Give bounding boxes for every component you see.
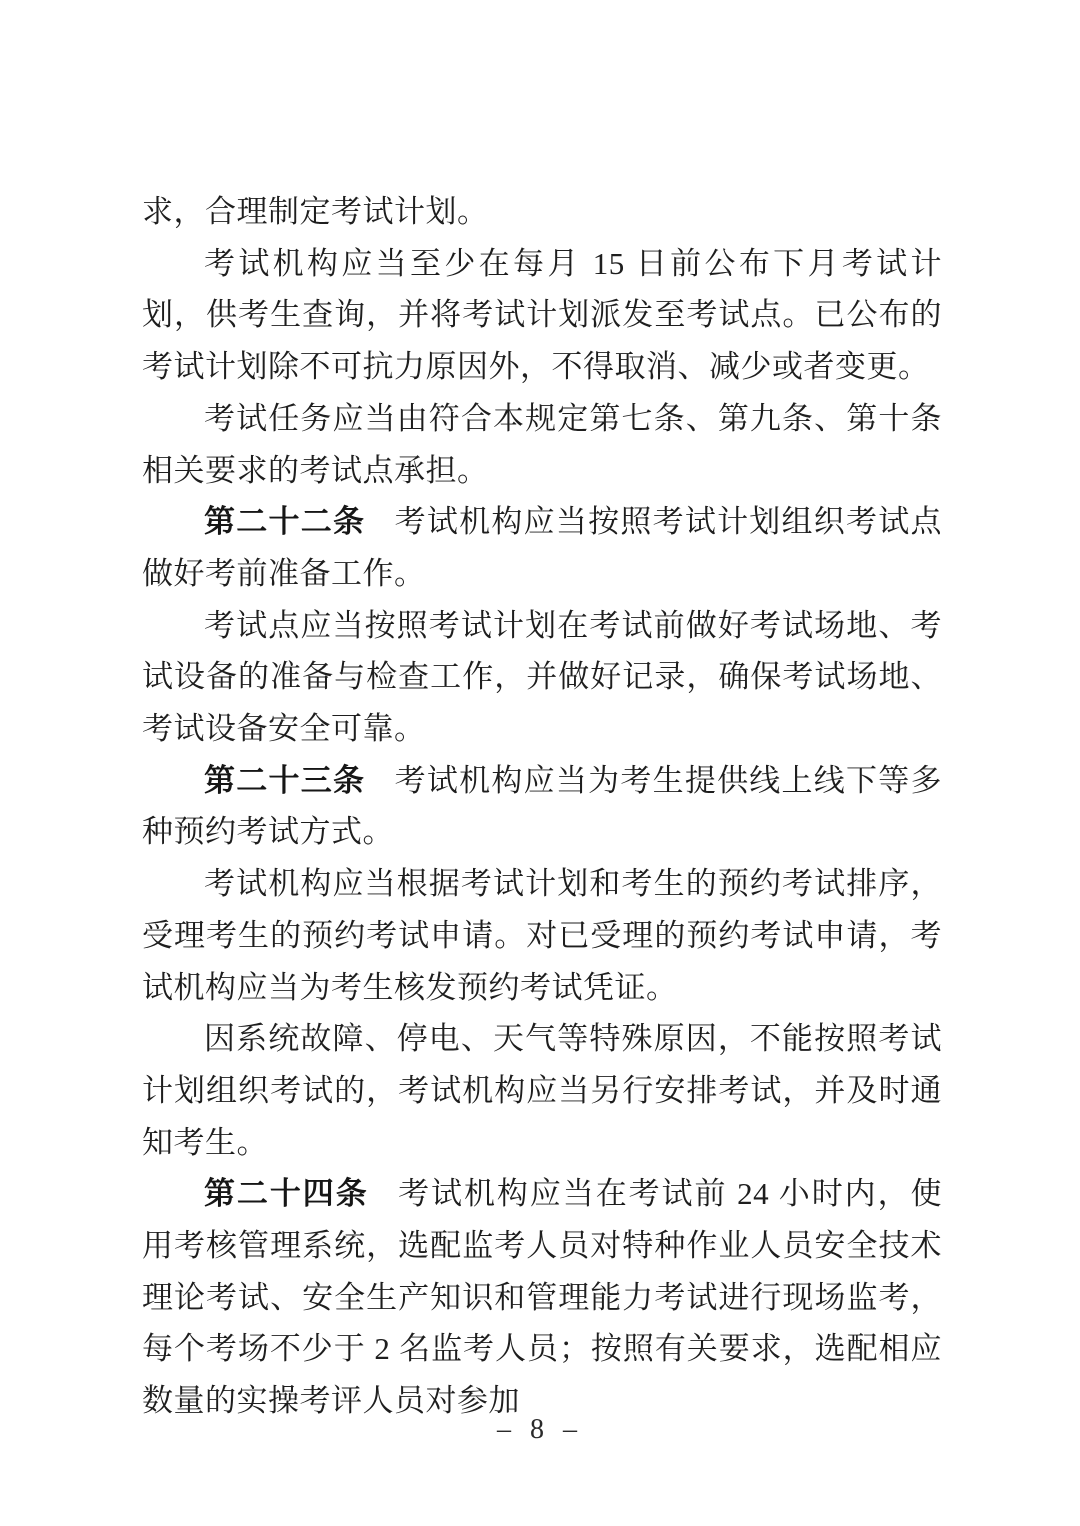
article-number: 第二十二条 [204, 504, 366, 540]
paragraph-text: 求，合理制定考试计划。 [142, 194, 489, 229]
paragraph [142, 858, 942, 1013]
paragraph-text: 考试点应当按照考试计划在考试前做好考试场地、考试设备的准备与检查工作，并做好记录，确保考试场地、考试设备安全可靠。 [142, 607, 942, 747]
paragraph-article-22 [142, 496, 942, 599]
paragraph-text: 考试机构应当至少在每月 15 日前公布下月考试计划，供考生查询，并将考试计划派发至考试点。已公布的考试计划除不可抗力原因外，不得取消、减少或者变更。 [142, 245, 942, 385]
paragraph-text: 考试机构应当按照考试计划组织考试点做好考前准备工作。 [142, 504, 943, 591]
article-number: 第二十四条 [204, 1176, 369, 1212]
paragraph [142, 393, 942, 496]
paragraph-text: 考试任务应当由符合本规定第七条、第九条、第十条相关要求的考试点承担。 [142, 400, 942, 488]
paragraph-continuation [142, 186, 942, 238]
paragraph-text: 因系统故障、停电、天气等特殊原因，不能按照考试计划组织考试的，考试机构应当另行安排考试，并及时通知考生。 [142, 1021, 942, 1160]
article-number: 第二十三条 [204, 762, 366, 798]
paragraph-article-23 [142, 755, 942, 858]
paragraph-text: 考试机构应当在考试前 24 小时内，使用考核管理系统，选配监考人员对特种作业人员安全技术理论考试、安全生产知识和管理能力考试进行现场监考，每个考场不少于 2 名监考人员；按照有关要求，选配相应数量的实操考评人员对参加 [142, 1176, 943, 1419]
page-number: – 8 – [497, 1414, 583, 1445]
paragraph [142, 1013, 942, 1168]
paragraph-text: 考试机构应当根据考试计划和考生的预约考试排序，受理考生的预约考试申请。对已受理的预约考试申请，考试机构应当为考生核发预约考试凭证。 [142, 866, 942, 1005]
paragraph-text: 考试机构应当为考生提供线上线下等多种预约考试方式。 [142, 762, 943, 850]
paragraph-article-24 [142, 1168, 942, 1427]
paragraph [142, 600, 942, 755]
document-text-block [142, 186, 942, 1427]
paragraph [142, 238, 942, 393]
